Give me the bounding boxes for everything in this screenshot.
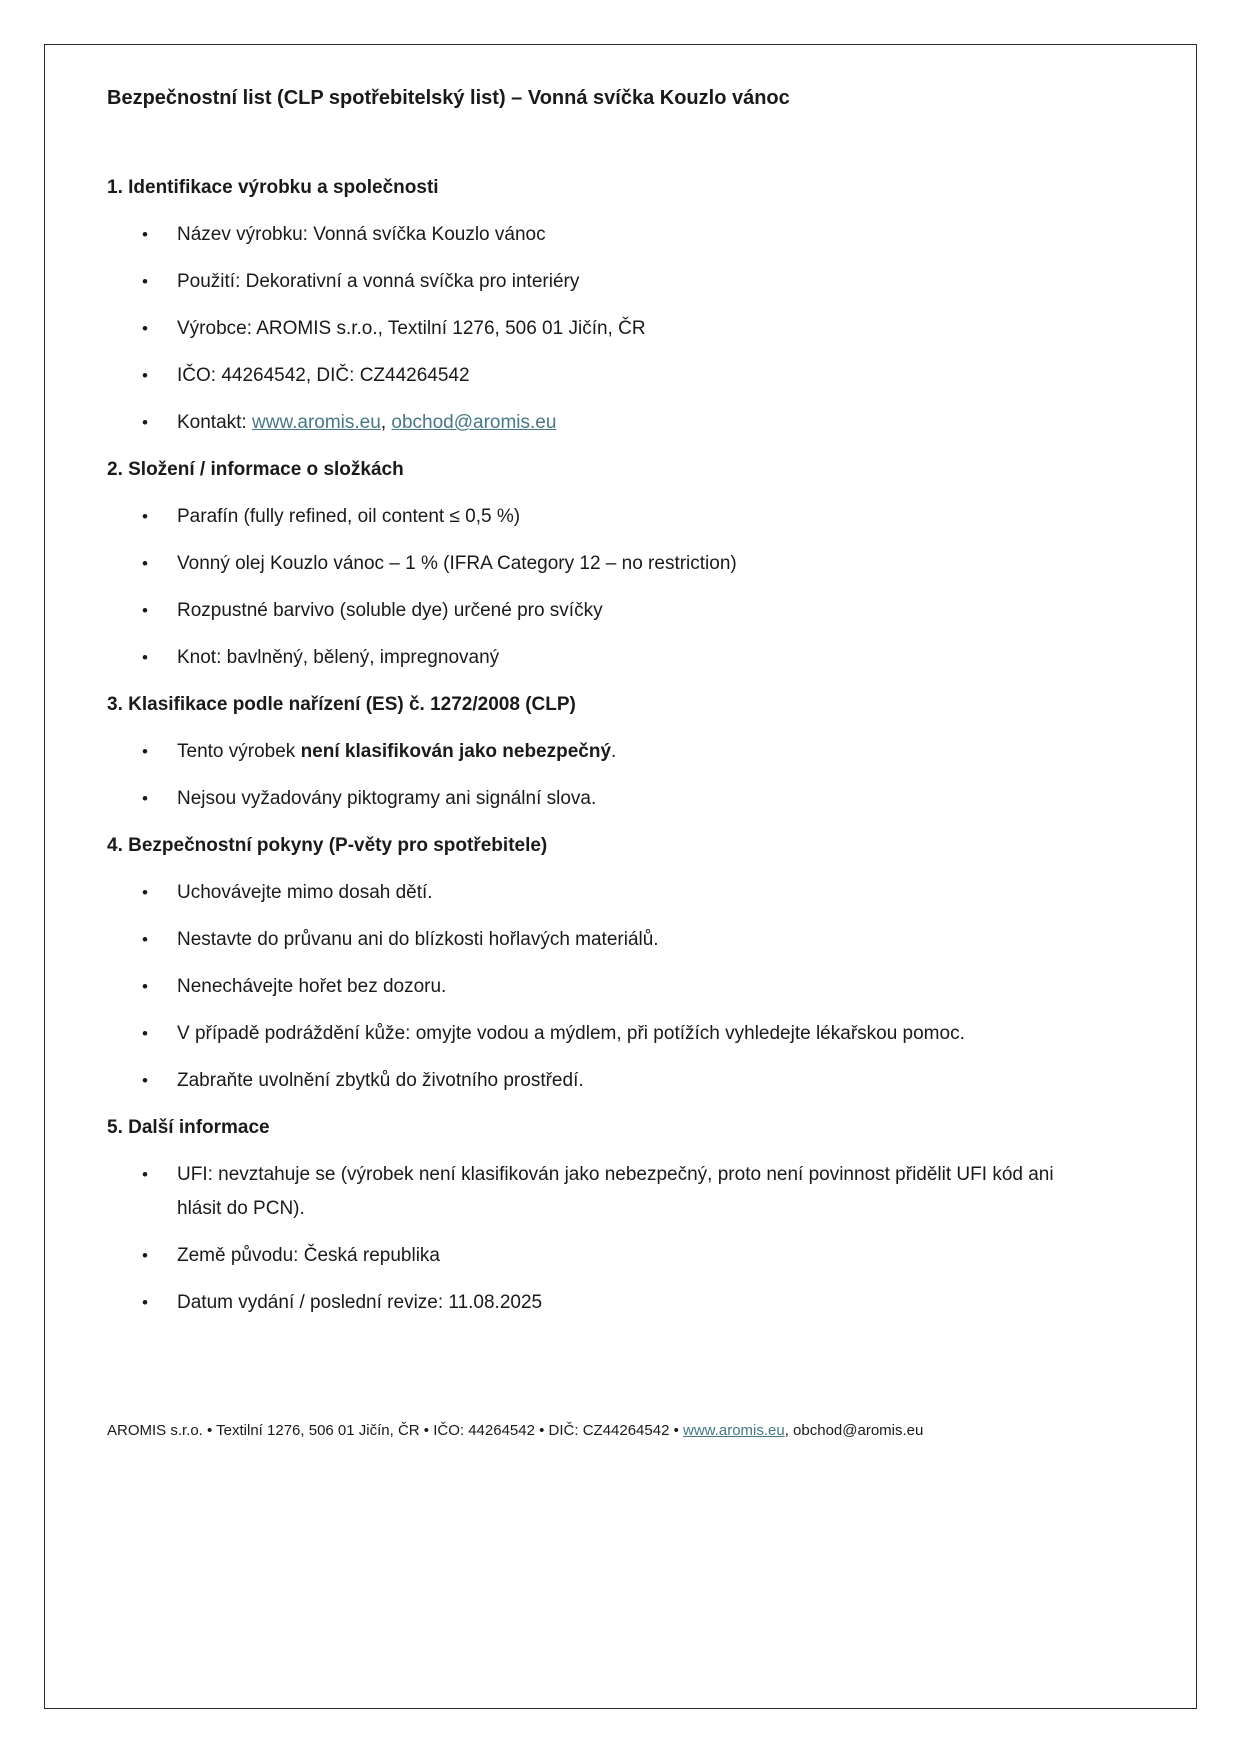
section-5 <box>107 1111 1134 1320</box>
bullet-list <box>107 500 1134 675</box>
bullet-text: Výrobce: AROMIS s.r.o., Textilní 1276, 506 01 Jičín, ČR <box>177 318 646 339</box>
bullet-text: Uchovávejte mimo dosah dětí. <box>177 882 433 903</box>
bullet-item <box>177 547 1097 581</box>
bullet-item <box>177 359 1097 393</box>
bullet-text: UFI: nevztahuje se (výrobek není klasifikován jako nebezpečný, proto není povinnost přidělit UFI kód ani hlásit do PCN). <box>177 1164 1054 1219</box>
bullet-text: Země původu: Česká republika <box>177 1245 440 1266</box>
document-title: Bezpečnostní list (CLP spotřebitelský list) – Vonná svíčka Kouzlo vánoc <box>107 87 790 109</box>
bullet-item <box>177 1064 1097 1098</box>
bullet-item <box>177 735 1097 769</box>
bullet-item <box>177 876 1097 910</box>
bullet-list <box>107 1158 1134 1320</box>
bullet-item <box>177 1286 1097 1320</box>
bullet-text: Parafín (fully refined, oil content ≤ 0,5 %) <box>177 506 521 527</box>
section-heading: 1. Identifikace výrobku a společnosti <box>107 177 439 198</box>
bullet-text: Nejsou vyžadovány piktogramy ani signální slova. <box>177 788 597 809</box>
bullet-text: V případě podráždění kůže: omyjte vodou a mýdlem, při potížích vyhledejte lékařskou pomoc. <box>177 1023 965 1044</box>
bullet-item <box>177 970 1097 1004</box>
bullet-text: Tento výrobek <box>177 741 301 762</box>
bullet-text: Nenechávejte hořet bez dozoru. <box>177 976 447 997</box>
bullet-list <box>107 876 1134 1098</box>
bullet-text: Použití: Dekorativní a vonná svíčka pro interiéry <box>177 271 580 292</box>
section-4 <box>107 829 1134 1098</box>
section-3 <box>107 688 1134 816</box>
bullet-item <box>177 923 1097 957</box>
bullet-text: , <box>380 412 392 433</box>
section-heading: 5. Další informace <box>107 1117 270 1138</box>
document-sections <box>107 171 1134 1320</box>
section-heading: 4. Bezpečnostní pokyny (P-věty pro spotřebitele) <box>107 835 548 856</box>
bullet-text: Datum vydání / poslední revize: 11.08.2025 <box>177 1292 543 1313</box>
bullet-item <box>177 782 1097 816</box>
bullet-list <box>107 735 1134 816</box>
bullet-item <box>177 406 1097 440</box>
bullet-item <box>177 1017 1097 1051</box>
bullet-item <box>177 500 1097 534</box>
bullet-text: Vonný olej Kouzlo vánoc – 1 % (IFRA Category 12 – no restriction) <box>177 553 737 574</box>
footer-text: , obchod@aromis.eu <box>784 1422 924 1439</box>
bullet-text: Zabraňte uvolnění zbytků do životního prostředí. <box>177 1070 584 1091</box>
bullet-text: Název výrobku: Vonná svíčka Kouzlo vánoc <box>177 224 546 245</box>
document-footer <box>107 1420 1134 1442</box>
bullet-item <box>177 218 1097 252</box>
document-page <box>44 44 1197 1709</box>
footer-link[interactable]: www.aromis.eu <box>683 1422 785 1439</box>
bullet-text: Kontakt: <box>177 412 252 433</box>
bullet-item <box>177 312 1097 346</box>
bullet-text: Knot: bavlněný, bělený, impregnovaný <box>177 647 500 668</box>
bullet-text: Nestavte do průvanu ani do blízkosti hořlavých materiálů. <box>177 929 659 950</box>
bullet-text: Rozpustné barvivo (soluble dye) určené pro svíčky <box>177 600 603 621</box>
bullet-text: IČO: 44264542, DIČ: CZ44264542 <box>177 365 470 386</box>
bullet-item <box>177 1158 1097 1226</box>
bullet-item <box>177 265 1097 299</box>
bullet-text: . <box>611 741 617 762</box>
bullet-link[interactable]: www.aromis.eu <box>252 412 381 433</box>
section-heading: 3. Klasifikace podle nařízení (ES) č. 1272/2008 (CLP) <box>107 694 576 715</box>
bullet-item <box>177 641 1097 675</box>
bullet-item <box>177 594 1097 628</box>
section-1 <box>107 171 1134 440</box>
bullet-item <box>177 1239 1097 1273</box>
bullet-text: není klasifikován jako nebezpečný <box>300 741 612 762</box>
bullet-list <box>107 218 1134 440</box>
section-heading: 2. Složení / informace o složkách <box>107 459 404 480</box>
section-2 <box>107 453 1134 675</box>
footer-text: AROMIS s.r.o. • Textilní 1276, 506 01 Jičín, ČR • IČO: 44264542 • DIČ: CZ44264542 • <box>107 1422 684 1439</box>
bullet-link[interactable]: obchod@aromis.eu <box>391 412 557 433</box>
